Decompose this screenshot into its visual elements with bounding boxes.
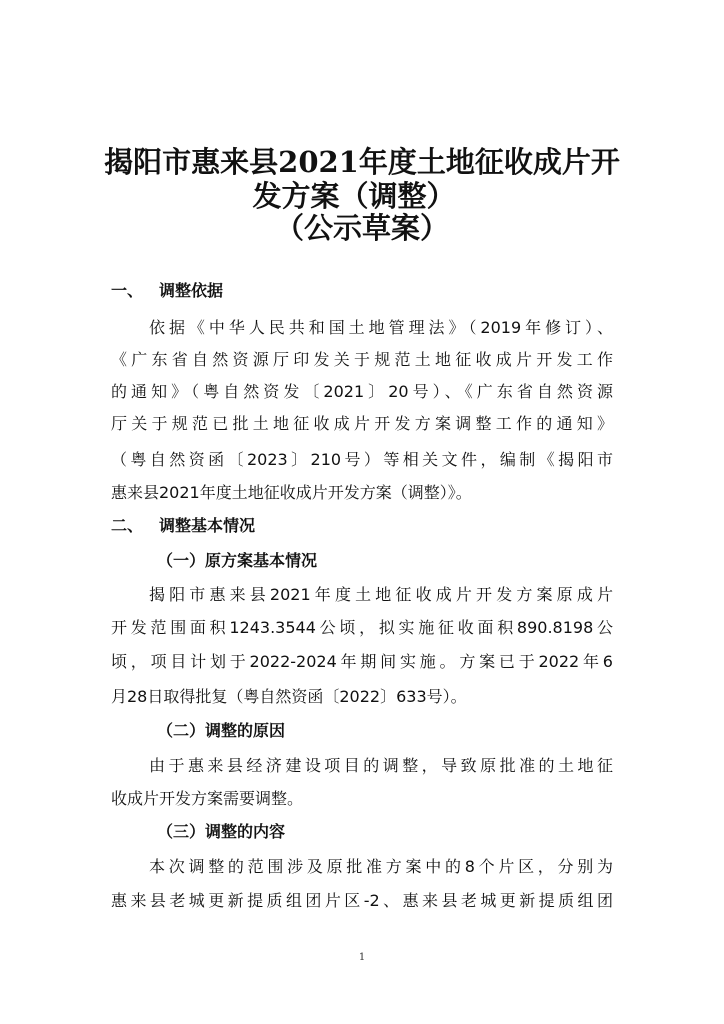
paragraph-line: 依据《中华人民共和国土地管理法》（2019年修订）、 — [149, 318, 613, 337]
paragraph-line: 惠来县老城更新提质组团片区-2、惠来县老城更新提质组团 — [111, 891, 613, 910]
section-1-heading — [111, 281, 223, 301]
paragraph-line: 月28日取得批复（粤自然资函〔2022〕633号）。 — [111, 687, 467, 706]
section-1-number: 一、 — [111, 281, 144, 300]
subsection-2-heading: （二）调整的原因 — [157, 721, 286, 740]
subsection-3-heading: （三）调整的内容 — [157, 822, 286, 841]
document-title-line-3: （公示草案） — [274, 211, 449, 245]
paragraph-line: 惠来县2021年度土地征收成片开发方案（调整）》。 — [111, 483, 472, 502]
paragraph-line: 本次调整的范围涉及原批准方案中的8个片区，分别为 — [149, 857, 613, 876]
paragraph-line: 《广东省自然资源厅印发关于规范土地征收成片开发工作 — [111, 350, 613, 369]
paragraph-line: 厅关于规范已批土地征收成片开发方案调整工作的通知》 — [111, 414, 613, 433]
paragraph-line: 揭阳市惠来县2021年度土地征收成片开发方案原成片 — [149, 585, 613, 604]
section-2-number: 二、 — [111, 516, 144, 535]
page-number: 1 — [358, 952, 366, 963]
paragraph-line: 的通知》（粤自然资发〔2021〕20号）、《广东省自然资源 — [111, 382, 613, 401]
paragraph-line: 由于惠来县经济建设项目的调整，导致原批准的土地征 — [149, 756, 613, 775]
document-title-line-2: 发方案（调整） — [252, 179, 456, 213]
subsection-1-heading: （一）原方案基本情况 — [157, 551, 318, 570]
paragraph-line: （粤自然资函〔2023〕210号）等相关文件，编制《揭阳市 — [111, 450, 613, 469]
document-title-line-1: 揭阳市惠来县2021年度土地征收成片开 — [104, 145, 620, 179]
paragraph-line: 开发范围面积1243.3544公顷，拟实施征收面积890.8198公 — [111, 618, 613, 637]
paragraph-line: 收成片开发方案需要调整。 — [111, 789, 304, 808]
section-1-title: 调整依据 — [159, 281, 224, 300]
paragraph-line: 顷，项目计划于2022-2024年期间实施。方案已于2022年6 — [111, 652, 613, 671]
section-2-heading — [111, 516, 255, 536]
section-2-title: 调整基本情况 — [159, 516, 256, 535]
